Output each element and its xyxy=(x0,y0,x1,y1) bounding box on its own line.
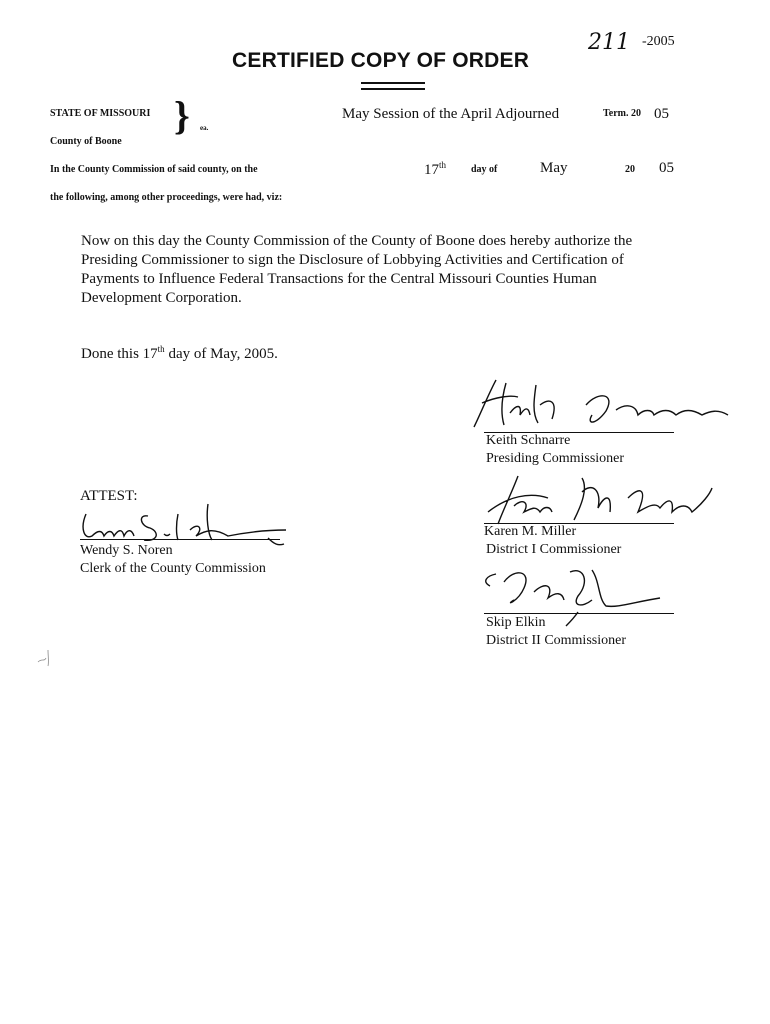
done-line xyxy=(81,344,278,363)
ss-label: ea. xyxy=(200,124,209,132)
done-suffix: th xyxy=(157,344,165,354)
proceedings-label: In the County Commission of said county, on the xyxy=(50,164,258,175)
state-label: STATE OF MISSOURI xyxy=(50,108,151,119)
presiding-name: Keith Schnarre xyxy=(486,433,571,448)
done-prefix: Done this 17 xyxy=(81,346,158,362)
order-body-text: Now on this day the County Commission of the County of Boone does hereby authorize the Presiding Commissioner to sign the Disclosure of Lobbying Activities and Certification of Payments to Influence Federal Transactions for the Central Missouri Counties Human Development Corporation. xyxy=(81,233,633,306)
schnarre-signature xyxy=(466,375,736,435)
presiding-title: Presiding Commissioner xyxy=(486,451,625,466)
clerk-name: Wendy S. Noren xyxy=(80,543,173,558)
district2-name: Skip Elkin xyxy=(486,615,546,630)
day-number: 17 xyxy=(424,162,439,178)
done-rest: day of May, 2005. xyxy=(164,346,278,362)
term-label: Term. 20 xyxy=(603,108,641,119)
district1-title: District I Commissioner xyxy=(486,542,622,557)
century-label: 20 xyxy=(625,164,635,175)
day-value xyxy=(424,160,446,179)
title-underline-2 xyxy=(361,88,425,90)
attest-label: ATTEST: xyxy=(80,488,138,504)
year-value: 05 xyxy=(659,160,674,176)
district2-title: District II Commissioner xyxy=(486,633,626,648)
term-year: 05 xyxy=(654,106,669,122)
day-of-label: day of xyxy=(471,164,498,175)
day-suffix: th xyxy=(439,160,447,170)
caption-brace: } xyxy=(174,93,190,138)
title-underline xyxy=(361,82,425,84)
month-value: May xyxy=(540,160,568,176)
clerk-title: Clerk of the County Commission xyxy=(80,561,266,576)
margin-scribble xyxy=(36,646,56,668)
proceedings-label-2: the following, among other proceedings, were had, viz: xyxy=(50,192,283,203)
district1-name: Karen M. Miller xyxy=(484,524,577,539)
handwritten-order-number: 211 xyxy=(588,30,630,55)
order-year: -2005 xyxy=(642,34,675,49)
elkin-signature-line xyxy=(484,613,674,614)
session-text: May Session of the April Adjourned xyxy=(342,106,560,122)
noren-signature-line xyxy=(80,539,280,540)
document-title: CERTIFIED COPY OF ORDER xyxy=(232,49,530,72)
county-label: County of Boone xyxy=(50,136,122,147)
miller-signature xyxy=(478,468,728,530)
